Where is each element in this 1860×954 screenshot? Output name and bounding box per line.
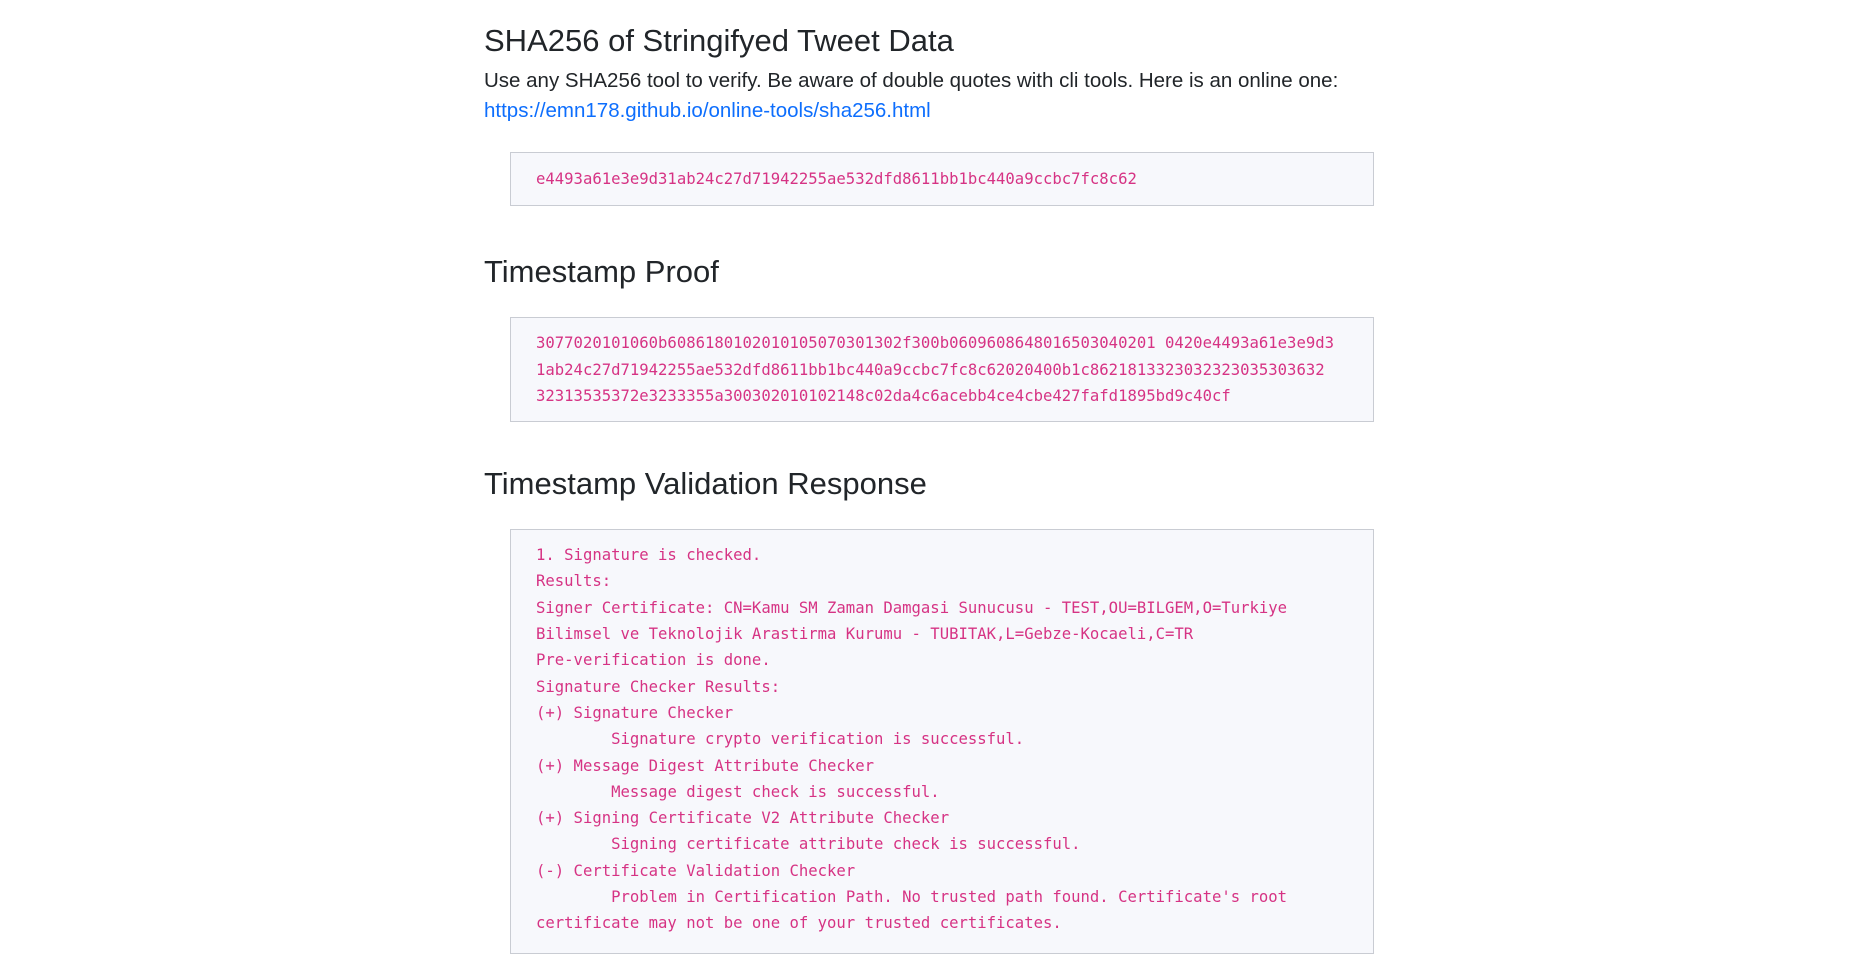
main-content — [484, 0, 1384, 954]
validation-line: Pre-verification is done. — [536, 651, 771, 670]
validation-line: Signature crypto verification is successful. — [536, 730, 1025, 749]
validation-line: Problem in Certification Path. No trusted path found. Certificate's root — [536, 888, 1288, 907]
validation-line: 1. Signature is checked. — [536, 546, 762, 565]
validation-line: Results: — [536, 572, 612, 591]
timestamp-proof-code — [510, 317, 1374, 422]
validation-line: Signing certificate attribute check is successful. — [536, 835, 1081, 854]
validation-line: Signer Certificate: CN=Kamu SM Zaman Damgasi Sunucusu - TEST,OU=BILGEM,O=Turkiye — [536, 598, 1288, 617]
sha-description-text: Use any SHA256 tool to verify. Be aware of double quotes with cli tools. Here is an online one: — [484, 69, 1339, 92]
proof-line: 3077020101060b6086180102010105070301302f300b0609608648016503040201 0420e4493a61e3e9d3 — [536, 334, 1334, 353]
validation-line: (+) Signing Certificate V2 Attribute Checker — [536, 809, 950, 828]
validation-response-code — [510, 529, 1374, 953]
validation-line: certificate may not be one of your trusted certificates. — [536, 914, 1062, 933]
validation-line: Signature Checker Results: — [536, 677, 781, 696]
sha256-tool-link[interactable]: https://emn178.github.io/online-tools/sha256.html — [484, 99, 931, 122]
sha-description — [484, 66, 1384, 126]
sha-section-title: SHA256 of Stringifyed Tweet Data — [484, 23, 954, 58]
validation-line: (-) Certificate Validation Checker — [536, 861, 856, 880]
sha256-hash-code: e4493a61e3e9d31ab24c27d71942255ae532dfd8611bb1bc440a9ccbc7fc8c62 — [510, 152, 1374, 206]
validation-line: (+) Signature Checker — [536, 703, 734, 722]
proof-section-title: Timestamp Proof — [484, 254, 719, 290]
validation-line: (+) Message Digest Attribute Checker — [536, 756, 874, 775]
validation-line: Bilimsel ve Teknolojik Arastirma Kurumu - TUBITAK,L=Gebze-Kocaeli,C=TR — [536, 625, 1194, 644]
proof-line: 1ab24c27d71942255ae532dfd8611bb1bc440a9ccbc7fc8c62020400b1c8621813323032323035303632 — [536, 360, 1325, 379]
validation-line: Message digest check is successful. — [536, 782, 940, 801]
validation-section-title: Timestamp Validation Response — [484, 466, 927, 502]
proof-line: 32313535372e3233355a300302010102148c02da4c6acebb4ce4cbe427fafd1895bd9c40cf — [536, 386, 1231, 405]
